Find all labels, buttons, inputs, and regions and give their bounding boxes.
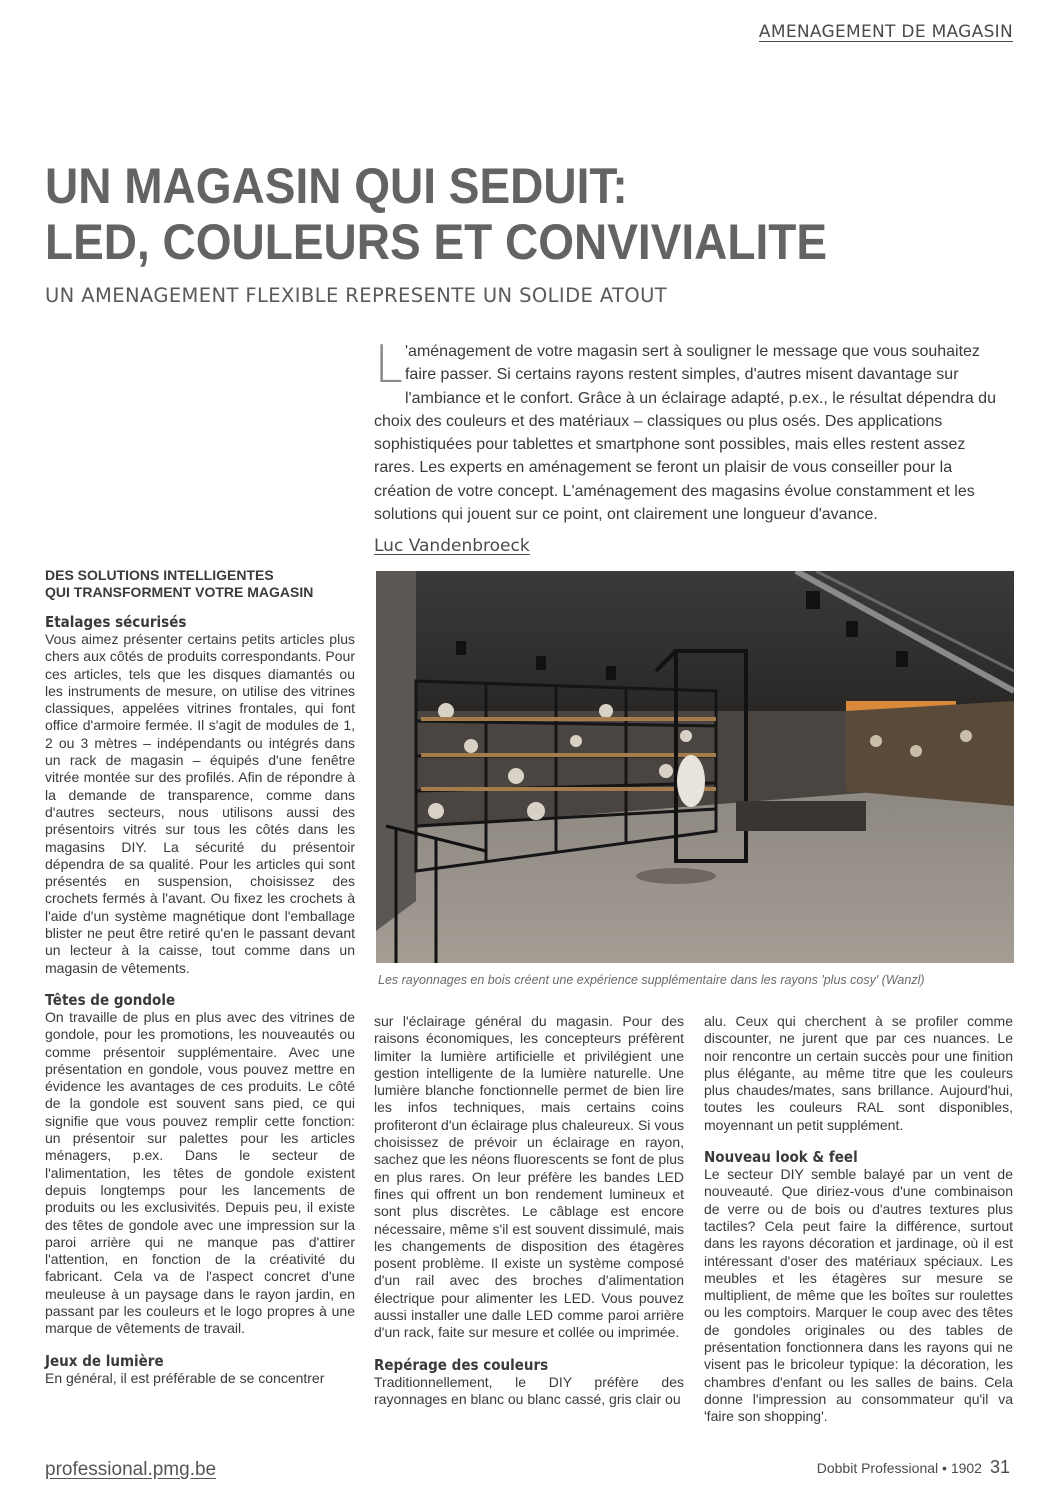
author-byline: Luc Vandenbroeck — [374, 536, 530, 556]
page-number: 31 — [989, 1457, 1010, 1477]
title-line-1: UN MAGASIN QUI SEDUIT: — [45, 158, 628, 214]
store-interior-illustration — [376, 571, 1014, 963]
heading-nouveau-look: Nouveau look & feel — [704, 1148, 858, 1167]
paragraph-nouveau-look: Le secteur DIY semble balayé par un vent de nouveauté. Que diriez-vous d'une combinaison de verre ou de bois ou d'autres textures plus tactiles? Cela peut faire la différence, surtout dans les rayons décoration et jardinage, où il est intéressant d'oser des matériaux spéciaux. Les meubles et les étagères sur mesure se multiplient, de même que les boîtes sur roulettes ou les comptoirs. Marquer le coup avec des têtes de gondoles originales ou des tables de présentation fonctionnera dans les rayons qui ne visent pas le bricoleur typique: la décoration, les chambres d'enfant ou les salles de bains. Cela donne l'impression au consommateur qu'il va 'faire son shopping'. — [704, 1166, 1013, 1425]
heading-jeux-lumiere: Jeux de lumière — [45, 1351, 164, 1370]
paragraph-reperage-couleurs: Traditionnellement, le DIY préfère des rayonnages en blanc ou blanc cassé, gris clair ou — [374, 1373, 684, 1407]
article-subtitle: UN AMENAGEMENT FLEXIBLE REPRESENTE UN SOLIDE ATOUT — [45, 284, 668, 307]
intro-paragraph — [374, 335, 1010, 526]
column-1 — [45, 567, 355, 1387]
intro-text: 'aménagement de votre magasin sert à souligner le message que vous souhaitez faire passer. Si certains rayons restent simples, d'autres misent davantage sur l'ambiance et le confort. Grâce à un éclairage adapté, p.ex., le résultat dépendra du choix des couleurs et des matériaux – classiques ou plus osés. Des applications sophistiquées pour tablettes et smartphone sont possibles, mais elles restent assez rares. Les experts en aménagement se feront un plaisir de vous conseiller pour la création de votre concept. L'aménagement des magasins évolue constamment et les solutions qui jouent sur ce point, ont clairement une longueur d'avance. — [374, 343, 996, 524]
section-label: AMENAGEMENT DE MAGASIN — [758, 22, 1013, 42]
paragraph-eclairage: sur l'éclairage général du magasin. Pour des raisons économiques, les concepteurs préfèrent limiter la lumière artificielle et privilégient une gestion intelligente de la lumière naturelle. Une lumière blanche fonctionnelle permet de bien lire les infos techniques, mais certains coins profiteront d'un éclairage plus chaleureux. Si vous choisissez de prévoir un éclairage en rayon, sachez que les néons fluorescents se font de plus en plus rares. On leur préfère les bandes LED fines qui offrent un bon rendement lumineux et sont plus discrètes. Le câblage est encore nécessaire, même s'il est souvent dissimulé, mais les changements de disposition des étagères posent problème. Il existe un système composé d'un rail avec des broches d'alimentation électrique pour alimenter les LED. Vous pouvez aussi installer une dalle LED comme paroi arrière d'un rack, faite sur mesure et collée ou imprimée. — [374, 1013, 684, 1341]
box-heading — [45, 567, 355, 601]
article-title — [45, 158, 928, 270]
paragraph-couleurs-suite: alu. Ceux qui cherchent à se profiler comme discounter, ne jurent que par ces nuances. Le noir rencontre un certain succès pour une finition plus élégante, au même titre que les couleurs plus chaudes/mates, sans brillance. Aujourd'hui, toutes les couleurs RAL sont disponibles, moyennant un petit supplément. — [704, 1013, 1013, 1133]
column-3 — [704, 1013, 1013, 1426]
store-photo — [376, 571, 1014, 963]
heading-tetes-gondole: Têtes de gondole — [45, 990, 176, 1009]
drop-cap: L — [374, 335, 403, 395]
paragraph-etalages: Vous aimez présenter certains petits articles plus chers aux côtés de produits correspondants. Pour ces articles, tels que les disques diamantés ou les instruments de mesure, on utilise des vitrines classiques, appelées vitrines frontales, qui font office d'armoire fermée. Il s'agit de modules de 1, 2 ou 3 mètres – indépendants ou intégrés dans un rack de magasin – équipés d'une fenêtre vitrée montée sur des profilés. Afin de répondre à la demande de transparence, comme dans d'autres secteurs, nous utilisons aussi des présentoirs vitrés sur tous les côtés dans les magasins DIY. La sécurité du présentoir dépendra de sa qualité. Pour les articles qui sont présentés en suspension, choisissez des crochets fermés à l'avant. Ou fixez les crochets à l'aide d'un système magnétique dont l'emballage blister ne peut être retiré qu'en le passant devant un lecteur à la caisse, tout comme dans un magasin de vêtements. — [45, 631, 355, 976]
website-link[interactable]: professional.pmg.be — [45, 1459, 217, 1480]
title-line-2: LED, COULEURS ET CONVIVIALITE — [45, 214, 828, 270]
photo-caption: Les rayonnages en bois créent une expérience supplémentaire dans les rayons 'plus cosy' (Wanzl) — [378, 973, 925, 987]
column-2 — [374, 1013, 684, 1408]
footer-info — [817, 1457, 1010, 1478]
box-heading-line-1: DES SOLUTIONS INTELLIGENTES — [45, 567, 274, 583]
box-heading-line-2: QUI TRANSFORMENT VOTRE MAGASIN — [45, 584, 314, 600]
heading-reperage-couleurs: Repérage des couleurs — [374, 1355, 549, 1374]
heading-etalages: Etalages sécurisés — [45, 613, 187, 631]
paragraph-jeux-lumiere: En général, il est préférable de se concentrer — [45, 1369, 325, 1386]
paragraph-tetes-gondole: On travaille de plus en plus avec des vitrines de gondole, pour les promotions, les nouveautés ou comme présentoir supplémentaire. Avec une présentation en gondole, vous pouvez mettre en évidence les avantages de ces produits. Le côté de la gondole est souvent sans pied, ce qui signifie que vous pouvez remplir cette fonction: un présentoir sur palettes pour les articles ménagers, p.ex. Dans le secteur de l'alimentation, les têtes de gondole existent depuis longtemps pour les lancements de produits ou les exclusivités. Depuis peu, il existe des têtes de gondole avec une impression sur la paroi arrière qui ne manque pas d'attirer l'attention, en fonction de la créativité du fabricant. Cela va de l'aspect concret d'une meuleuse à un paysage dans le rayon jardin, en passant par les couleurs et le logo propres à une marque de vêtements de travail. — [45, 1008, 355, 1337]
publication-name: Dobbit Professional • 1902 — [816, 1460, 982, 1476]
